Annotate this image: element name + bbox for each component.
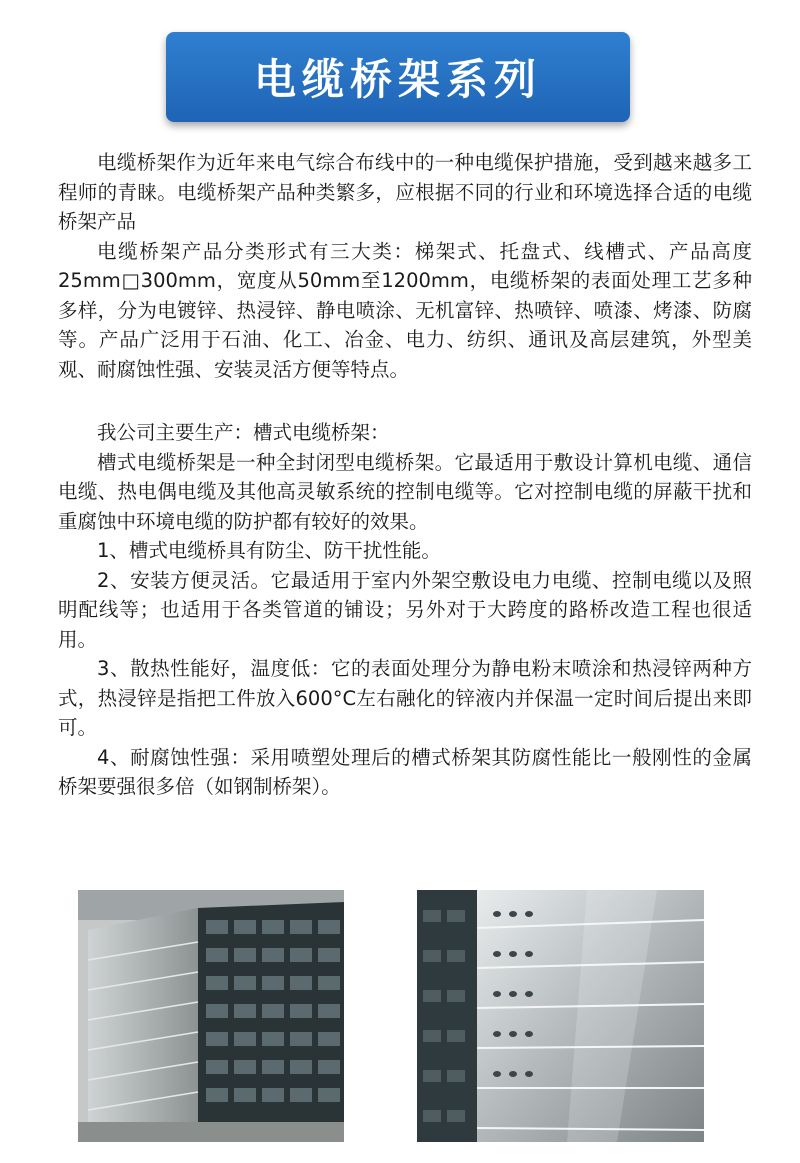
tray-sides-illustration [417,890,704,1142]
list-item-feature-3: 3、散热性能好，温度低：它的表面处理分为静电粉末喷涂和热浸锌两种方式，热浸锌是指把工件放入600°C左右融化的锌液内并保温一定时间后提出来即可。 [58,657,752,739]
page-title: 电缆桥架系列 [253,55,542,104]
list-item-feature-4: 4、耐腐蚀性强：采用喷塑处理后的槽式桥架其防腐性能比一般刚性的金属桥架要强很多倍（如钢制桥架）。 [58,745,752,798]
article-body [58,148,752,802]
product-photo-tray-sides [417,890,704,1142]
paragraph-trough-description: 槽式电缆桥架是一种全封闭型电缆桥架。它最适用于敷设计算机电缆、通信电缆、热电偶电缆及其他高灵敏系统的控制电缆等。它对控制电缆的屏蔽干扰和重腐蚀中环境电缆的防护都有较好的效果。 [58,450,752,533]
product-photo-stacked-trays [78,890,344,1142]
paragraph-products-heading: 我公司主要生产：槽式电缆桥架： [97,421,390,444]
list-item-feature-1: 1、槽式电缆桥具有防尘、防干扰性能。 [97,539,441,562]
stacked-trays-illustration [78,890,344,1142]
paragraph-classification: 电缆桥架产品分类形式有三大类：梯架式、托盘式、线槽式、产品高度25mm□300mm，宽度从50mm至1200mm，电缆桥架的表面处理工艺多种多样，分为电镀锌、热浸锌、静电喷涂、无机富锌、热喷锌、喷漆、烤漆、防腐等。产品广泛用于石油、化工、冶金、电力、纺织、通讯及高层建筑，外型美观、耐腐蚀性强、安装灵活方便等特点。 [58,239,752,381]
title-banner [166,32,630,122]
list-item-feature-2: 2、安装方便灵活。它最适用于室内外架空敷设电力电缆、控制电缆以及照明配线等；也适用于各类管道的铺设；另外对于大跨度的路桥改造工程也很适用。 [58,568,752,651]
paragraph-intro: 电缆桥架作为近年来电气综合布线中的一种电缆保护措施，受到越来越多工程师的青睐。电缆桥架产品种类繁多，应根据不同的行业和环境选择合适的电缆桥架产品 [58,151,752,233]
